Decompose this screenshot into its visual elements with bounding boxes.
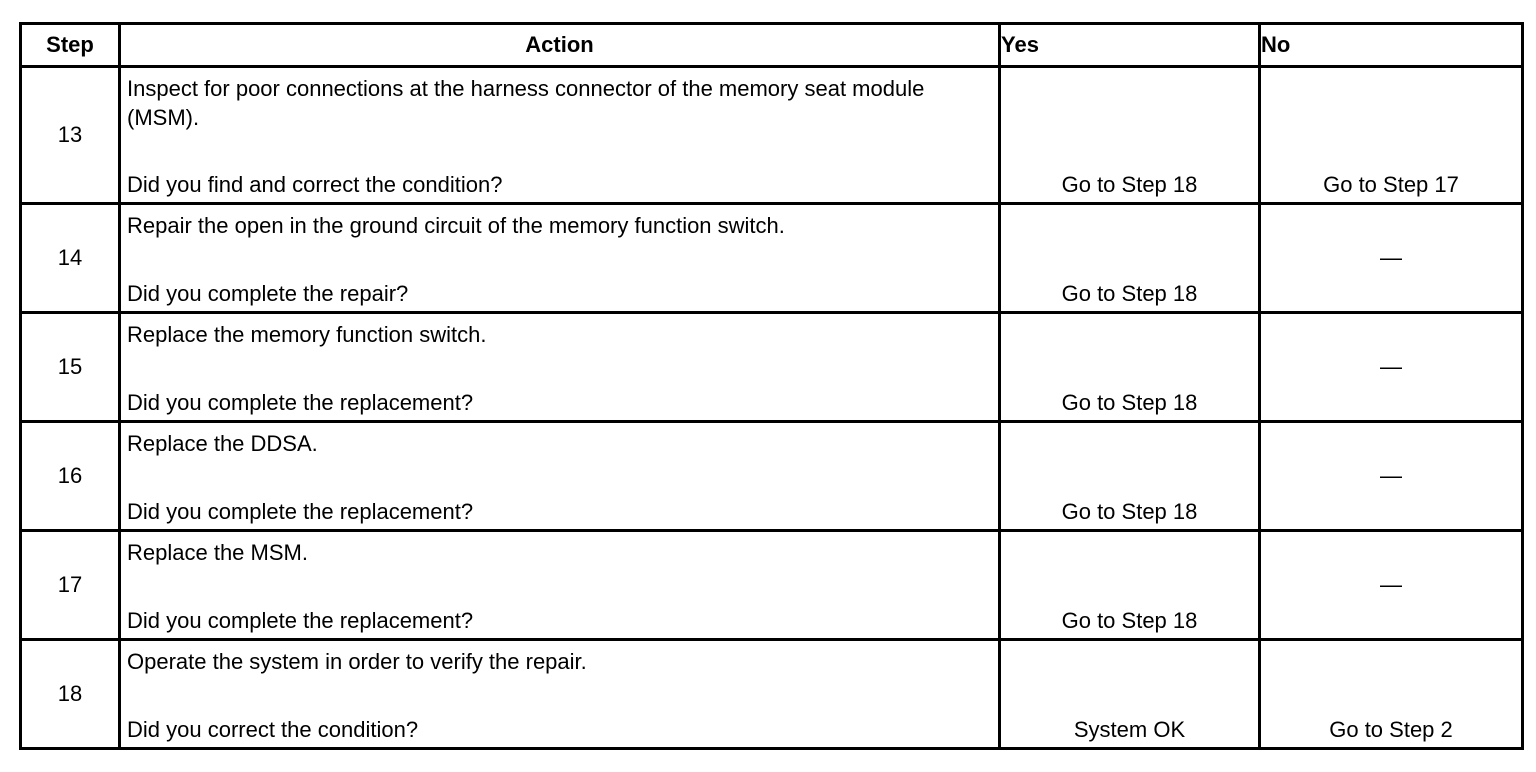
step-column-header: Step	[21, 24, 120, 67]
no-result: Go to Step 2	[1329, 717, 1453, 742]
action-cell	[120, 531, 1000, 640]
yes-result: Go to Step 18	[1061, 608, 1198, 633]
action-question: Did you correct the condition?	[127, 717, 419, 742]
no-cell	[1260, 422, 1523, 531]
yes-cell	[1000, 531, 1260, 640]
no-result: Go to Step 17	[1323, 172, 1459, 197]
no-cell	[1260, 640, 1523, 749]
yes-result: Go to Step 18	[1061, 499, 1198, 524]
no-cell	[1260, 531, 1523, 640]
yes-cell	[1000, 640, 1260, 749]
table-row	[21, 313, 1523, 422]
yes-result: Go to Step 18	[1061, 281, 1198, 306]
action-cell	[120, 313, 1000, 422]
step-number: 13	[21, 67, 120, 204]
table-row	[21, 531, 1523, 640]
action-question: Did you complete the replacement?	[127, 499, 474, 524]
yes-cell	[1000, 204, 1260, 313]
yes-result: System OK	[1073, 717, 1186, 742]
yes-cell	[1000, 313, 1260, 422]
action-cell	[120, 67, 1000, 204]
action-question: Did you find and correct the condition?	[127, 172, 503, 197]
step-number: 14	[21, 204, 120, 313]
no-cell	[1260, 67, 1523, 204]
table-row	[21, 422, 1523, 531]
no-result: —	[1380, 245, 1402, 270]
yes-column-header: Yes	[1000, 24, 1260, 67]
yes-result: Go to Step 18	[1061, 390, 1198, 415]
action-instruction: Inspect for poor connections at the harness connector of the memory seat module (MSM).	[127, 76, 925, 130]
step-number: 15	[21, 313, 120, 422]
action-instruction: Repair the open in the ground circuit of the memory function switch.	[127, 213, 785, 238]
yes-result: Go to Step 18	[1061, 172, 1198, 197]
no-result: —	[1380, 463, 1402, 488]
action-cell	[120, 640, 1000, 749]
yes-cell	[1000, 422, 1260, 531]
no-result: —	[1380, 354, 1402, 379]
action-instruction: Replace the memory function switch.	[127, 322, 487, 347]
action-instruction: Replace the DDSA.	[127, 431, 318, 456]
table-row	[21, 640, 1523, 749]
no-result: —	[1380, 572, 1402, 597]
table-row	[21, 67, 1523, 204]
step-number: 16	[21, 422, 120, 531]
action-cell	[120, 204, 1000, 313]
no-cell	[1260, 313, 1523, 422]
step-number: 17	[21, 531, 120, 640]
step-number: 18	[21, 640, 120, 749]
diagnostic-table	[19, 22, 1524, 750]
no-cell	[1260, 204, 1523, 313]
action-question: Did you complete the replacement?	[127, 390, 474, 415]
yes-cell	[1000, 67, 1260, 204]
action-cell	[120, 422, 1000, 531]
action-instruction: Replace the MSM.	[127, 540, 308, 565]
action-instruction: Operate the system in order to verify the repair.	[127, 649, 587, 674]
action-question: Did you complete the replacement?	[127, 608, 474, 633]
table-row	[21, 204, 1523, 313]
action-column-header: Action	[120, 24, 1000, 67]
action-question: Did you complete the repair?	[127, 281, 409, 306]
no-column-header: No	[1260, 24, 1523, 67]
header-row	[21, 24, 1523, 67]
